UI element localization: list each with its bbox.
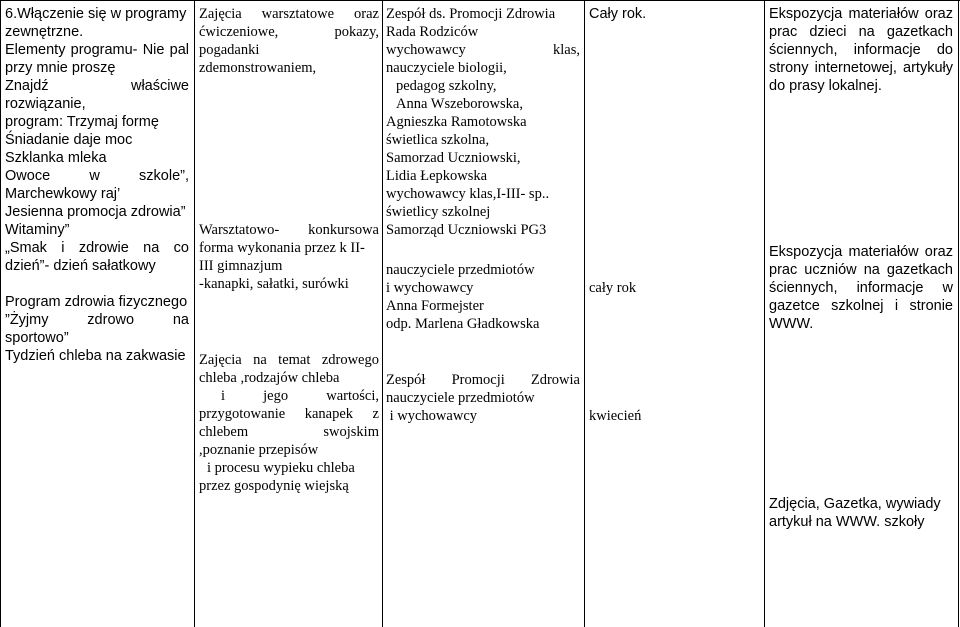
- activity-line: przygotowanie kanapek z: [199, 406, 379, 422]
- documentation-line: prac dzieci na gazetkach: [769, 24, 953, 40]
- responsible-line: Zespół ds. Promocji Zdrowia: [386, 6, 556, 22]
- documentation-line: WWW.: [769, 316, 814, 332]
- documentation-line: ściennych, informacje do: [769, 42, 953, 58]
- program-line: program: Trzymaj formę: [5, 114, 159, 130]
- program-line: Owoce w szkole”,: [5, 168, 189, 184]
- term-value: Cały rok.: [589, 6, 647, 22]
- responsible-line: Zespół Promocji Zdrowia: [386, 372, 580, 388]
- activity-line: ćwiczeniowe, pokazy,: [199, 24, 379, 40]
- activity-block-workshops: [199, 5, 379, 77]
- activity-line: ,poznanie przepisów: [199, 442, 319, 458]
- program-line: rozwiązanie,: [5, 96, 86, 112]
- program-line: ”Żyjmy zdrowo na: [5, 312, 189, 328]
- responsible-line: nauczyciele przedmiotów: [386, 390, 535, 406]
- documentation-line: artykuł na WWW. szkoły: [769, 514, 925, 530]
- responsible-line: nauczyciele przedmiotów: [386, 262, 535, 278]
- table-right-border: [958, 0, 959, 627]
- responsible-line: Anna Wszeborowska,: [396, 96, 523, 112]
- activity-block-contest: [199, 221, 379, 293]
- responsible-block-2: [386, 261, 580, 333]
- column-divider: [382, 0, 383, 627]
- program-line: Śniadanie daje moc: [5, 132, 133, 148]
- column-divider: [194, 0, 195, 627]
- activity-line: forma wykonania przez k II-: [199, 240, 365, 256]
- program-line: dzień”- dzień sałatkowy: [5, 258, 156, 274]
- column-divider: [764, 0, 765, 627]
- responsible-line: nauczyciele biologii,: [386, 60, 507, 76]
- responsible-line: wychowawcy klas,I-III- sp..: [386, 186, 550, 202]
- responsible-line: wychowawcy klas,: [386, 42, 580, 58]
- activity-line: chlebem swojskim: [199, 424, 379, 440]
- term-value: kwiecień: [589, 408, 642, 424]
- responsible-block-1: [386, 5, 580, 239]
- documentation-line: Zdjęcia, Gazetka, wywiady: [769, 496, 941, 512]
- documentation-block-3: [769, 495, 953, 531]
- program-line: Marchewkowy raj’: [5, 186, 121, 202]
- responsible-line: Agnieszka Ramotowska: [386, 114, 527, 130]
- documentation-block-1: [769, 5, 953, 95]
- activity-line: i jego wartości,: [221, 388, 379, 404]
- program-line: zewnętrzne.: [5, 24, 84, 40]
- table-left-border: [0, 0, 1, 627]
- program-line: Elementy programu- Nie pal: [5, 42, 189, 58]
- program-line: sportowo”: [5, 330, 69, 346]
- column-divider: [584, 0, 585, 627]
- responsible-line: Anna Formejster: [386, 298, 484, 314]
- responsible-line: Samorząd Uczniowski PG3: [386, 222, 547, 238]
- program-list-cell: [5, 5, 189, 365]
- term-value: cały rok: [589, 280, 637, 296]
- activity-line: chleba ,rodzajów chleba: [199, 370, 340, 386]
- documentation-line: gazetce szkolnej i stronie: [769, 298, 953, 314]
- documentation-line: do prasy lokalnej.: [769, 78, 882, 94]
- responsible-line: świetlica szkolna,: [386, 132, 490, 148]
- activity-line: Warsztatowo- konkursowa: [199, 222, 379, 238]
- documentation-line: Ekspozycja materiałów oraz: [769, 6, 953, 22]
- activity-line: Zajęcia na temat zdrowego: [199, 352, 379, 368]
- documentation-line: prac uczniów na gazetkach: [769, 262, 953, 278]
- program-line: 6.Włączenie się w programy: [5, 6, 187, 22]
- responsible-line: Lidia Łepkowska: [386, 168, 488, 184]
- responsible-block-3: [386, 371, 580, 425]
- activity-line: pogadanki: [199, 42, 260, 58]
- program-line: przy mnie proszę: [5, 60, 116, 76]
- program-line: Tydzień chleba na zakwasie: [5, 348, 186, 364]
- program-line: „Smak i zdrowie na co: [5, 240, 189, 256]
- activity-line: zdemonstrowaniem,: [199, 60, 317, 76]
- responsible-line: Samorzad Uczniowski,: [386, 150, 521, 166]
- responsible-line: świetlicy szkolnej: [386, 204, 491, 220]
- table-top-border: [0, 0, 960, 1]
- activity-line: przez gospodynię wiejską: [199, 478, 349, 494]
- activity-line: III gimnazjum: [199, 258, 283, 274]
- blank-line: [5, 275, 189, 293]
- program-line: Szklanka mleka: [5, 150, 107, 166]
- responsible-line: Rada Rodziców: [386, 24, 479, 40]
- responsible-line: pedagog szkolny,: [396, 78, 497, 94]
- responsible-line: i wychowawcy: [386, 280, 474, 296]
- documentation-line: strony internetowej, artykuły: [769, 60, 953, 76]
- program-line: Znajdź właściwe: [5, 78, 189, 94]
- responsible-line: i wychowawcy: [386, 408, 478, 424]
- documentation-block-2: [769, 243, 953, 333]
- activity-block-bread: [199, 351, 379, 495]
- program-line: Witaminy”: [5, 222, 70, 238]
- activity-line: Zajęcia warsztatowe oraz: [199, 6, 379, 22]
- activity-line: -kanapki, sałatki, surówki: [199, 276, 349, 292]
- documentation-line: Ekspozycja materiałów oraz: [769, 244, 953, 260]
- program-line: Jesienna promocja zdrowia”: [5, 204, 186, 220]
- program-line: Program zdrowia fizycznego: [5, 294, 188, 310]
- documentation-line: ściennych, informacje w: [769, 280, 953, 296]
- responsible-line: odp. Marlena Gładkowska: [386, 316, 540, 332]
- activity-line: i procesu wypieku chleba: [207, 460, 355, 476]
